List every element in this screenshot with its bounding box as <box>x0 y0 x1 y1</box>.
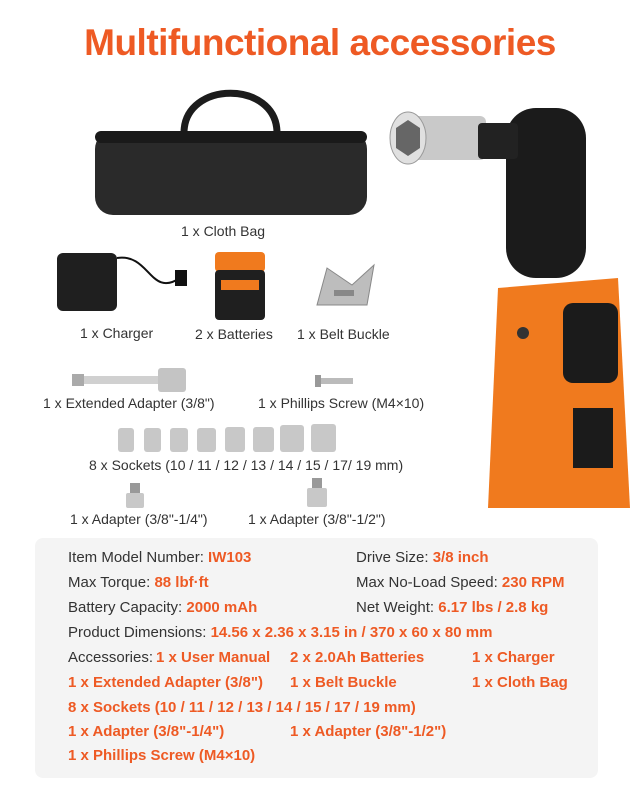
spec-battery: Battery Capacity: 2000 mAh <box>68 599 258 616</box>
acc-sockets: 8 x Sockets (10 / 11 / 12 / 13 / 14 / 15 / 17 / 19 mm) <box>68 699 416 716</box>
belt-buckle-caption: 1 x Belt Buckle <box>297 326 390 342</box>
battery-image <box>213 250 268 322</box>
cloth-bag-image <box>92 75 372 220</box>
spec-dimensions: Product Dimensions: 14.56 x 2.36 x 3.15 in / 370 x 60 x 80 mm <box>68 624 493 641</box>
acc-belt-buckle: 1 x Belt Buckle <box>290 674 397 691</box>
acc-adapter-half: 1 x Adapter (3/8"-1/2") <box>290 723 447 740</box>
adapter-half-caption: 1 x Adapter (3/8"-1/2") <box>248 511 386 527</box>
acc-cloth-bag: 1 x Cloth Bag <box>472 674 568 691</box>
acc-user-manual: 1 x User Manual <box>156 649 271 666</box>
acc-charger: 1 x Charger <box>472 649 555 666</box>
page-title: Multifunctional accessories <box>84 22 556 63</box>
spec-drive: Drive Size: 3/8 inch <box>356 549 489 566</box>
spec-model: Item Model Number: IW103 <box>68 549 252 566</box>
sockets-caption: 8 x Sockets (10 / 11 / 12 / 13 / 14 / 15 / 17/ 19 mm) <box>89 457 404 473</box>
ratchet-wrench-image <box>478 88 630 508</box>
batteries-caption: 2 x Batteries <box>195 326 273 342</box>
charger-image <box>55 248 200 318</box>
acc-adapter-quarter: 1 x Adapter (3/8"-1/4") <box>68 723 225 740</box>
phillips-screw-image <box>315 373 355 389</box>
acc-phillips-screw: 1 x Phillips Screw (M4×10) <box>68 747 256 764</box>
phillips-screw-caption: 1 x Phillips Screw (M4×10) <box>258 395 425 411</box>
acc-extended-adapter: 1 x Extended Adapter (3/8") <box>68 674 263 691</box>
socket-image <box>388 108 488 168</box>
acc-batteries: 2 x 2.0Ah Batteries <box>290 649 425 666</box>
extended-adapter-caption: 1 x Extended Adapter (3/8") <box>43 395 215 411</box>
adapter-quarter-image <box>124 483 146 509</box>
adapter-quarter-caption: 1 x Adapter (3/8"-1/4") <box>70 511 208 527</box>
spec-torque: Max Torque: 88 lbf·ft <box>68 574 209 591</box>
sockets-image <box>118 422 338 454</box>
belt-buckle-image <box>312 260 382 320</box>
spec-weight: Net Weight: 6.17 lbs / 2.8 kg <box>356 599 549 616</box>
extended-adapter-image <box>70 366 190 394</box>
adapter-half-image <box>305 478 329 508</box>
spec-speed: Max No-Load Speed: 230 RPM <box>356 574 565 591</box>
spec-accessories-label: Accessories: <box>68 649 154 666</box>
charger-caption: 1 x Charger <box>80 325 154 341</box>
cloth-bag-caption: 1 x Cloth Bag <box>181 223 266 239</box>
